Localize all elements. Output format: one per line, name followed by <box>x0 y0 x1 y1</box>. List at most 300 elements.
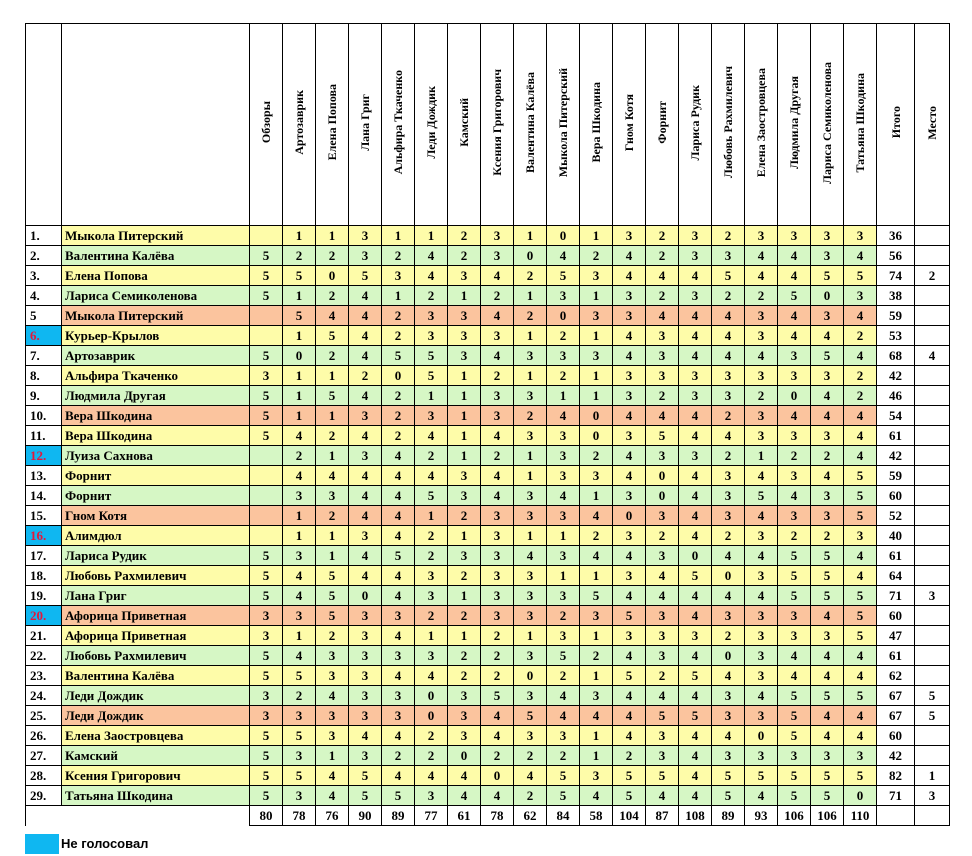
score-cell: 3 <box>316 486 349 506</box>
table-row <box>26 706 950 726</box>
score-cell: 1 <box>316 226 349 246</box>
work-title: Любовь Рахмилевич <box>62 566 250 586</box>
score-cell: 5 <box>811 546 844 566</box>
score-cell: 1 <box>514 466 547 486</box>
score-cell: 2 <box>712 626 745 646</box>
score-cell: 4 <box>613 546 646 566</box>
score-cell: 4 <box>679 526 712 546</box>
score-cell: 4 <box>316 766 349 786</box>
score-cell: 4 <box>679 646 712 666</box>
column-header-label: Обзоры <box>259 101 273 144</box>
score-cell: 2 <box>712 446 745 466</box>
score-cell: 2 <box>844 366 877 386</box>
score-cell: 0 <box>349 586 382 606</box>
score-cell: 1 <box>415 626 448 646</box>
score-cell: 2 <box>316 346 349 366</box>
score-cell: 2 <box>712 406 745 426</box>
score-cell: 1 <box>514 626 547 646</box>
score-cell: 2 <box>415 526 448 546</box>
column-header <box>613 24 646 226</box>
row-number: 10. <box>26 406 62 426</box>
score-cell: 5 <box>250 666 283 686</box>
score-cell: 4 <box>778 326 811 346</box>
place-cell <box>915 286 950 306</box>
score-cell: 1 <box>580 286 613 306</box>
place-cell <box>915 546 950 566</box>
column-header <box>745 24 778 226</box>
score-cell: 3 <box>811 486 844 506</box>
score-cell: 5 <box>382 546 415 566</box>
total-cell: 71 <box>877 786 915 806</box>
row-number: 2. <box>26 246 62 266</box>
score-cell: 3 <box>580 686 613 706</box>
row-number: 18. <box>26 566 62 586</box>
score-cell: 4 <box>349 506 382 526</box>
score-cell: 3 <box>547 286 580 306</box>
work-title: Валентина Калёва <box>62 666 250 686</box>
score-cell: 2 <box>580 246 613 266</box>
score-cell: 5 <box>613 606 646 626</box>
score-cell: 3 <box>448 306 481 326</box>
score-cell: 4 <box>382 506 415 526</box>
score-cell: 3 <box>448 686 481 706</box>
score-cell: 4 <box>745 686 778 706</box>
score-cell: 3 <box>415 306 448 326</box>
column-header <box>915 24 950 226</box>
score-cell: 5 <box>613 666 646 686</box>
score-cell: 2 <box>481 666 514 686</box>
score-cell: 5 <box>844 466 877 486</box>
score-cell: 2 <box>481 286 514 306</box>
score-cell: 3 <box>778 226 811 246</box>
score-cell: 4 <box>415 426 448 446</box>
score-cell: 3 <box>514 486 547 506</box>
place-cell <box>915 506 950 526</box>
score-cell: 5 <box>415 486 448 506</box>
score-cell: 1 <box>580 366 613 386</box>
place-cell: 5 <box>915 706 950 726</box>
total-cell: 60 <box>877 726 915 746</box>
column-header <box>448 24 481 226</box>
place-cell <box>915 406 950 426</box>
score-cell: 4 <box>679 426 712 446</box>
score-cell: 3 <box>811 426 844 446</box>
column-header <box>349 24 382 226</box>
score-cell: 2 <box>844 386 877 406</box>
score-cell: 4 <box>811 466 844 486</box>
column-total-cell: 77 <box>415 806 448 826</box>
score-cell: 3 <box>514 426 547 446</box>
score-cell: 5 <box>316 586 349 606</box>
score-cell: 4 <box>349 546 382 566</box>
column-total-cell: 76 <box>316 806 349 826</box>
row-number: 11. <box>26 426 62 446</box>
score-cell: 1 <box>283 366 316 386</box>
score-cell: 4 <box>745 506 778 526</box>
score-cell: 1 <box>514 326 547 346</box>
score-cell: 3 <box>778 466 811 486</box>
score-cell: 3 <box>547 586 580 606</box>
score-cell: 2 <box>481 626 514 646</box>
score-cell: 4 <box>844 426 877 446</box>
score-cell: 5 <box>844 686 877 706</box>
score-cell: 3 <box>712 246 745 266</box>
score-cell: 2 <box>514 306 547 326</box>
score-cell: 0 <box>415 706 448 726</box>
score-cell: 4 <box>613 466 646 486</box>
score-cell: 4 <box>514 546 547 566</box>
score-cell: 4 <box>844 406 877 426</box>
score-cell: 2 <box>415 286 448 306</box>
column-header-label: Мыкола Питерский <box>556 67 570 178</box>
score-cell: 3 <box>745 406 778 426</box>
score-cell: 1 <box>514 366 547 386</box>
work-title: Леди Дождик <box>62 686 250 706</box>
score-cell: 2 <box>382 426 415 446</box>
score-cell: 4 <box>349 326 382 346</box>
score-cell: 3 <box>250 706 283 726</box>
place-cell <box>915 746 950 766</box>
score-cell: 5 <box>250 726 283 746</box>
table-row <box>26 746 950 766</box>
place-cell <box>915 646 950 666</box>
work-title: Альфира Ткаченко <box>62 366 250 386</box>
place-cell: 2 <box>915 266 950 286</box>
work-title: Вера Шкодина <box>62 426 250 446</box>
score-cell: 5 <box>778 546 811 566</box>
row-number: 14. <box>26 486 62 506</box>
score-cell: 5 <box>316 326 349 346</box>
score-cell: 2 <box>778 446 811 466</box>
score-cell: 5 <box>547 786 580 806</box>
score-cell: 4 <box>778 666 811 686</box>
score-cell: 4 <box>349 726 382 746</box>
score-cell: 3 <box>349 526 382 546</box>
score-cell: 4 <box>415 266 448 286</box>
score-cell: 3 <box>580 346 613 366</box>
table-row <box>26 486 950 506</box>
score-cell: 1 <box>448 446 481 466</box>
score-cell: 2 <box>811 446 844 466</box>
score-cell: 4 <box>481 266 514 286</box>
place-cell <box>915 386 950 406</box>
score-cell: 0 <box>646 486 679 506</box>
score-cell: 0 <box>811 286 844 306</box>
score-cell: 5 <box>811 686 844 706</box>
score-cell: 3 <box>580 266 613 286</box>
score-cell: 3 <box>778 626 811 646</box>
score-cell: 3 <box>349 226 382 246</box>
column-header-label: Елена Заостровцева <box>754 67 768 178</box>
score-cell: 5 <box>250 246 283 266</box>
score-cell: 3 <box>844 746 877 766</box>
place-cell <box>915 626 950 646</box>
score-cell: 3 <box>349 246 382 266</box>
score-cell: 4 <box>679 406 712 426</box>
score-cell: 3 <box>580 306 613 326</box>
score-cell: 3 <box>712 746 745 766</box>
score-cell: 2 <box>415 606 448 626</box>
score-cell: 5 <box>283 766 316 786</box>
work-title: Артозаврик <box>62 346 250 366</box>
score-cell: 2 <box>712 286 745 306</box>
score-cell: 0 <box>844 786 877 806</box>
score-cell: 5 <box>283 306 316 326</box>
place-cell <box>915 326 950 346</box>
score-cell: 4 <box>580 706 613 726</box>
total-cell: 61 <box>877 546 915 566</box>
score-cell: 3 <box>514 686 547 706</box>
score-cell: 4 <box>679 726 712 746</box>
score-cell: 4 <box>646 686 679 706</box>
score-cell: 4 <box>712 346 745 366</box>
score-cell: 3 <box>646 626 679 646</box>
score-cell: 4 <box>778 406 811 426</box>
score-cell: 5 <box>250 286 283 306</box>
score-cell: 2 <box>712 226 745 246</box>
score-cell: 3 <box>745 666 778 686</box>
score-cell: 1 <box>283 526 316 546</box>
total-cell: 67 <box>877 686 915 706</box>
column-header <box>415 24 448 226</box>
row-number: 9. <box>26 386 62 406</box>
score-cell: 3 <box>613 426 646 446</box>
score-cell: 1 <box>283 226 316 246</box>
work-title: Афорица Приветная <box>62 626 250 646</box>
score-cell: 1 <box>514 226 547 246</box>
score-cell: 3 <box>349 666 382 686</box>
score-cell: 3 <box>580 766 613 786</box>
score-cell: 2 <box>316 426 349 446</box>
score-cell: 4 <box>613 246 646 266</box>
score-cell: 4 <box>679 586 712 606</box>
score-cell: 2 <box>745 386 778 406</box>
row-number: 12. <box>26 446 62 466</box>
column-header-label: Форнит <box>655 101 669 144</box>
score-cell: 3 <box>316 646 349 666</box>
score-cell: 4 <box>778 306 811 326</box>
total-cell: 60 <box>877 606 915 626</box>
score-cell: 2 <box>547 746 580 766</box>
score-cell: 2 <box>646 246 679 266</box>
score-cell: 4 <box>613 446 646 466</box>
score-cell: 3 <box>481 386 514 406</box>
score-cell: 1 <box>448 406 481 426</box>
column-header <box>811 24 844 226</box>
table-row <box>26 566 950 586</box>
score-cell: 4 <box>382 666 415 686</box>
score-cell: 3 <box>415 586 448 606</box>
place-cell <box>915 426 950 446</box>
score-cell: 3 <box>481 226 514 246</box>
score-cell: 3 <box>811 226 844 246</box>
score-cell: 3 <box>415 786 448 806</box>
score-cell: 1 <box>580 746 613 766</box>
totals-empty-cell <box>915 806 950 826</box>
score-cell: 4 <box>712 726 745 746</box>
score-cell: 3 <box>382 266 415 286</box>
score-cell: 3 <box>613 626 646 646</box>
row-number: 25. <box>26 706 62 726</box>
score-cell: 3 <box>745 366 778 386</box>
score-cell: 1 <box>580 486 613 506</box>
score-cell <box>250 506 283 526</box>
score-cell <box>250 486 283 506</box>
score-cell: 3 <box>250 606 283 626</box>
score-cell: 3 <box>316 666 349 686</box>
score-cell: 2 <box>514 406 547 426</box>
table-row <box>26 226 950 246</box>
score-cell: 3 <box>613 306 646 326</box>
score-cell: 5 <box>514 706 547 726</box>
score-cell: 5 <box>250 646 283 666</box>
score-cell: 3 <box>646 746 679 766</box>
place-cell: 3 <box>915 586 950 606</box>
column-total-cell: 80 <box>250 806 283 826</box>
column-total-cell: 62 <box>514 806 547 826</box>
total-cell: 52 <box>877 506 915 526</box>
score-cell: 2 <box>349 366 382 386</box>
score-cell: 0 <box>415 686 448 706</box>
score-cell: 0 <box>547 306 580 326</box>
score-cell <box>250 526 283 546</box>
header-row <box>26 24 950 226</box>
score-cell: 3 <box>745 746 778 766</box>
score-cell: 2 <box>547 366 580 386</box>
score-cell: 3 <box>778 426 811 446</box>
score-cell: 4 <box>745 546 778 566</box>
score-cell: 5 <box>613 766 646 786</box>
row-number: 27. <box>26 746 62 766</box>
score-cell: 5 <box>811 786 844 806</box>
score-cell: 4 <box>382 566 415 586</box>
score-cell: 1 <box>448 586 481 606</box>
score-cell: 3 <box>646 446 679 466</box>
table-row <box>26 466 950 486</box>
score-cell: 4 <box>448 766 481 786</box>
total-cell: 82 <box>877 766 915 786</box>
score-cell: 1 <box>316 366 349 386</box>
score-cell: 4 <box>613 686 646 706</box>
work-title: Лана Григ <box>62 586 250 606</box>
score-cell: 5 <box>250 786 283 806</box>
score-cell: 4 <box>646 306 679 326</box>
score-cell: 5 <box>778 706 811 726</box>
table-row <box>26 406 950 426</box>
total-cell: 46 <box>877 386 915 406</box>
score-cell: 2 <box>448 666 481 686</box>
score-cell: 4 <box>778 266 811 286</box>
score-cell: 5 <box>250 766 283 786</box>
table-row <box>26 506 950 526</box>
column-total-cell: 104 <box>613 806 646 826</box>
work-title: Лариса Семиколенова <box>62 286 250 306</box>
score-cell: 3 <box>415 566 448 586</box>
score-cell: 5 <box>580 586 613 606</box>
score-cell: 3 <box>481 606 514 626</box>
score-cell: 3 <box>778 506 811 526</box>
score-cell: 2 <box>646 386 679 406</box>
column-header-label: Лариса Семиколенова <box>820 61 834 184</box>
score-cell: 4 <box>844 646 877 666</box>
score-cell: 4 <box>712 426 745 446</box>
score-cell: 3 <box>712 386 745 406</box>
score-cell: 3 <box>250 626 283 646</box>
score-cell: 5 <box>844 766 877 786</box>
score-cell: 4 <box>844 246 877 266</box>
score-cell: 0 <box>283 346 316 366</box>
work-title: Валентина Калёва <box>62 246 250 266</box>
column-header <box>646 24 679 226</box>
score-cell: 3 <box>349 746 382 766</box>
work-title: Форнит <box>62 486 250 506</box>
score-cell: 3 <box>448 346 481 366</box>
work-title: Луиза Сахнова <box>62 446 250 466</box>
score-cell: 3 <box>745 626 778 646</box>
score-cell: 5 <box>283 666 316 686</box>
score-cell: 4 <box>844 706 877 726</box>
score-cell: 3 <box>547 426 580 446</box>
score-cell: 4 <box>316 786 349 806</box>
score-cell: 4 <box>613 726 646 746</box>
score-cell: 4 <box>811 666 844 686</box>
score-cell: 3 <box>547 466 580 486</box>
score-cell: 4 <box>613 586 646 606</box>
score-cell: 2 <box>481 446 514 466</box>
score-cell: 2 <box>514 266 547 286</box>
column-header <box>514 24 547 226</box>
score-cell: 2 <box>382 306 415 326</box>
column-total-cell: 78 <box>283 806 316 826</box>
score-cell: 4 <box>679 686 712 706</box>
score-cell: 4 <box>415 766 448 786</box>
score-cell: 2 <box>811 526 844 546</box>
table-row <box>26 546 950 566</box>
score-cell: 2 <box>382 406 415 426</box>
row-number: 28. <box>26 766 62 786</box>
score-cell: 2 <box>448 606 481 626</box>
place-cell <box>915 526 950 546</box>
row-number: 29. <box>26 786 62 806</box>
score-cell: 3 <box>646 606 679 626</box>
score-cell: 4 <box>580 546 613 566</box>
score-cell: 3 <box>382 686 415 706</box>
column-header-label: Лана Григ <box>358 94 372 151</box>
score-cell: 3 <box>349 406 382 426</box>
score-cell: 2 <box>283 686 316 706</box>
score-cell: 4 <box>679 306 712 326</box>
score-cell: 4 <box>844 566 877 586</box>
score-cell: 5 <box>250 586 283 606</box>
score-cell: 4 <box>778 246 811 266</box>
score-cell: 5 <box>382 786 415 806</box>
score-cell: 0 <box>745 726 778 746</box>
score-cell: 5 <box>679 566 712 586</box>
score-cell: 4 <box>316 306 349 326</box>
score-cell: 3 <box>382 646 415 666</box>
legend-label: Не голосовал <box>61 836 149 851</box>
score-cell: 4 <box>448 786 481 806</box>
score-cell: 1 <box>316 546 349 566</box>
results-table <box>25 23 950 826</box>
score-cell: 1 <box>283 626 316 646</box>
score-cell: 5 <box>547 266 580 286</box>
column-header <box>778 24 811 226</box>
score-cell: 3 <box>712 686 745 706</box>
score-cell: 3 <box>613 526 646 546</box>
score-cell: 3 <box>283 486 316 506</box>
work-title: Курьер-Крылов <box>62 326 250 346</box>
